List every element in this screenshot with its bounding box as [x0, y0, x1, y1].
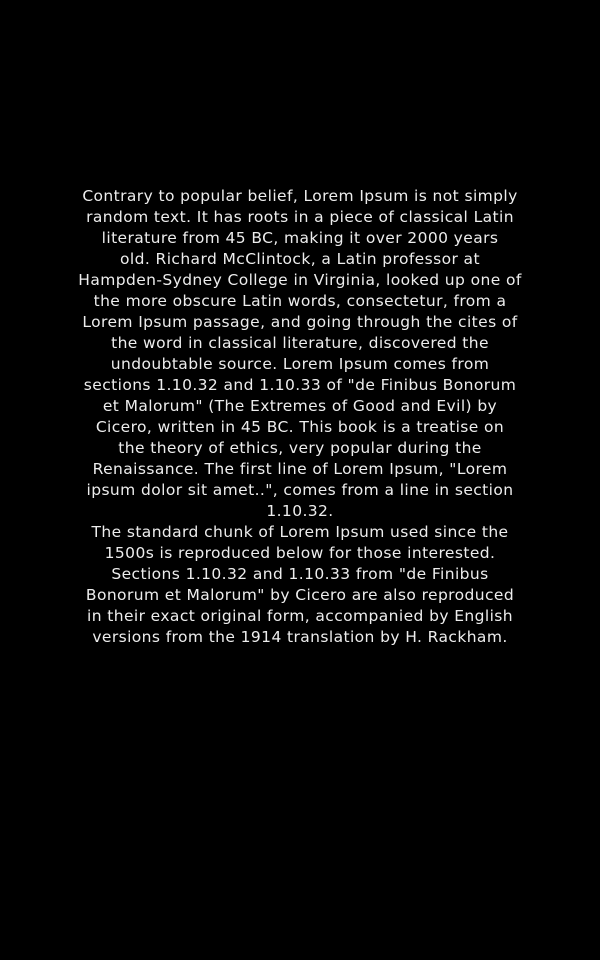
text-line: literature from 45 BC, making it over 2000 years [101, 229, 499, 247]
paragraph [0, 186, 600, 522]
text-line: Sections 1.10.32 and 1.10.33 from "de Finibus [111, 565, 489, 583]
text-line: Renaissance. The first line of Lorem Ipsum, "Lorem [92, 460, 508, 478]
text-line: 1.10.32. [266, 502, 334, 520]
text-line: the word in classical literature, discovered the [111, 334, 489, 352]
text-line: 1500s is reproduced below for those interested. [104, 544, 496, 562]
text-line: sections 1.10.32 and 1.10.33 of "de Finibus Bonorum [83, 376, 517, 394]
text-line: in their exact original form, accompanied by English [86, 607, 514, 625]
text-line: the theory of ethics, very popular during the [118, 439, 482, 457]
text-line: undoubtable source. Lorem Ipsum comes from [110, 355, 490, 373]
text-line: Hampden-Sydney College in Virginia, looked up one of [78, 271, 522, 289]
text-line: ipsum dolor sit amet..", comes from a line in section [86, 481, 514, 499]
paragraph [0, 522, 600, 648]
text-line: Lorem Ipsum passage, and going through the cites of [82, 313, 518, 331]
text-line: The standard chunk of Lorem Ipsum used since the [91, 523, 509, 541]
text-line: et Malorum" (The Extremes of Good and Evil) by [102, 397, 498, 415]
text-line: old. Richard McClintock, a Latin professor at [120, 250, 480, 268]
text-line: Contrary to popular belief, Lorem Ipsum is not simply [82, 187, 518, 205]
text-line: the more obscure Latin words, consectetur, from a [93, 292, 507, 310]
text-line: Cicero, written in 45 BC. This book is a treatise on [95, 418, 505, 436]
text-line: Bonorum et Malorum" by Cicero are also reproduced [85, 586, 515, 604]
text-line: versions from the 1914 translation by H. Rackham. [92, 628, 508, 646]
text-line: random text. It has roots in a piece of classical Latin [86, 208, 514, 226]
